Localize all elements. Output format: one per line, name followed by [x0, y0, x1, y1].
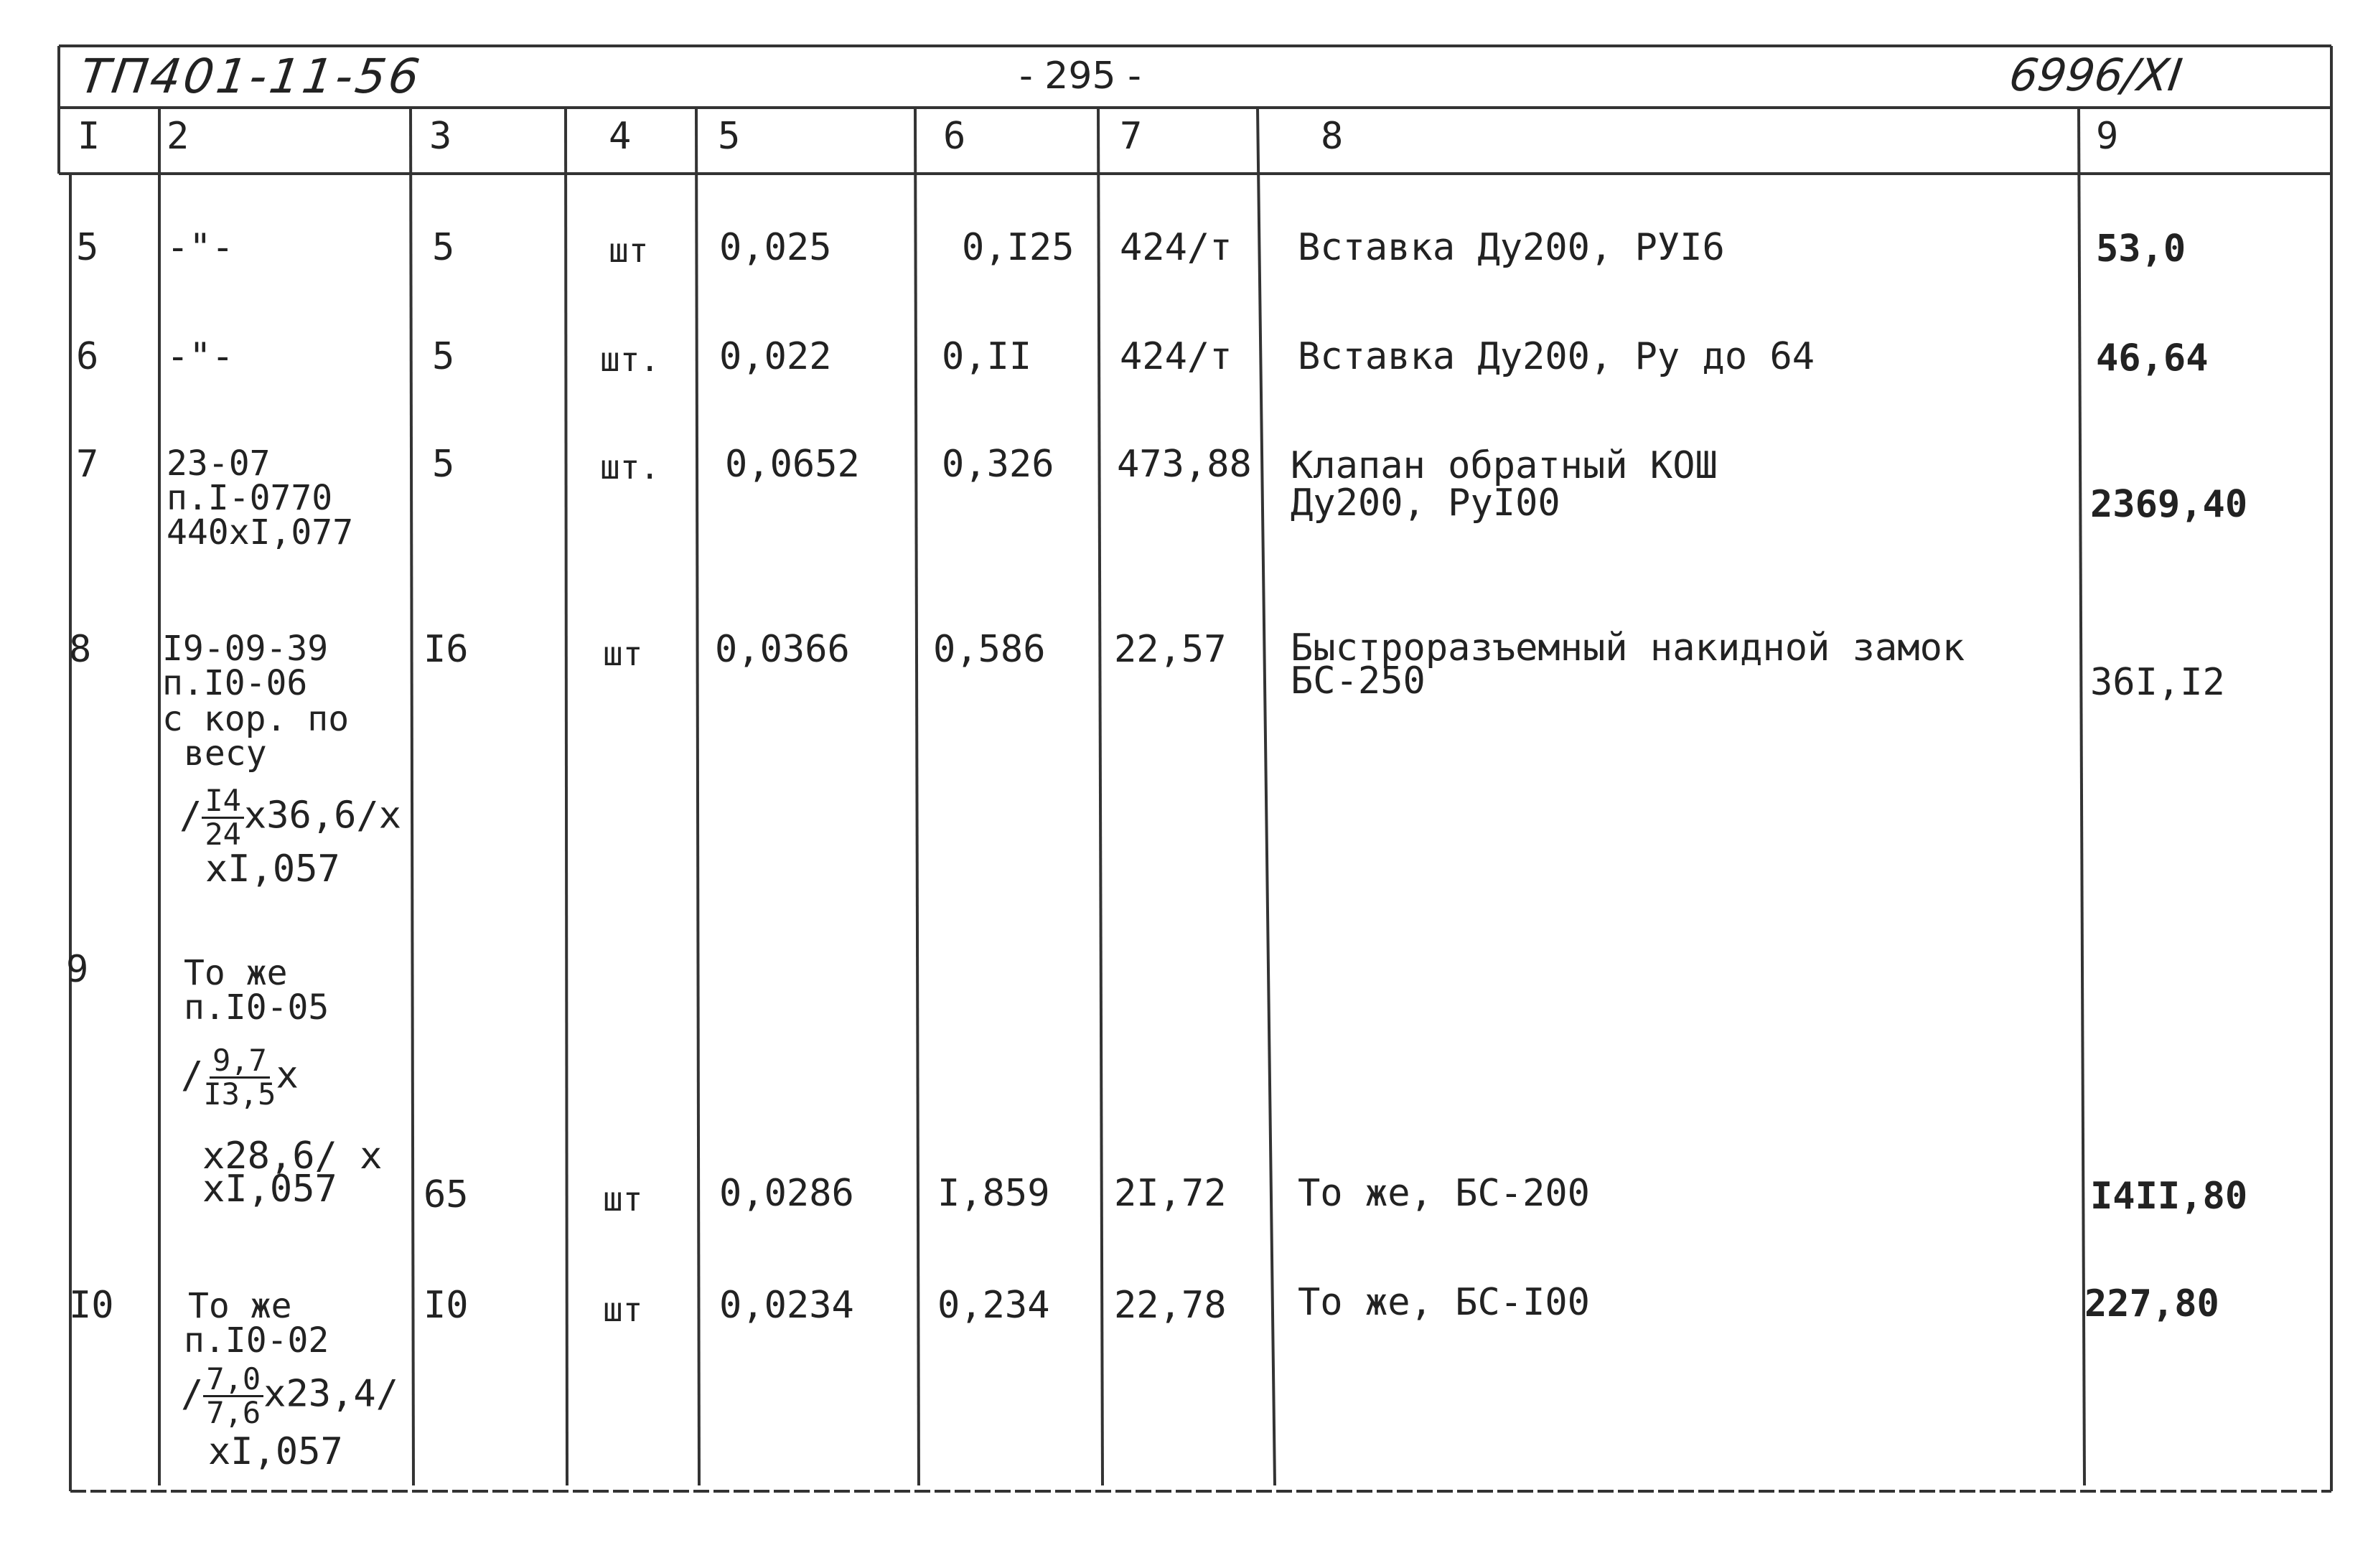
column-number: 6 [943, 115, 966, 158]
code-line: I9-09-39 [162, 629, 329, 669]
col7-value: 22,78 [1114, 1284, 1227, 1327]
quantity: 65 [423, 1173, 469, 1216]
code-line: x28,6/ x [202, 1135, 383, 1178]
fraction-denominator: 24 [205, 817, 241, 852]
code-line: x [276, 1053, 299, 1097]
fraction-numerator: I4 [202, 785, 244, 819]
col-sep-2 [411, 108, 413, 1485]
fraction-denominator: I3,5 [203, 1076, 276, 1112]
fraction-numerator: 9,7 [210, 1045, 270, 1079]
col-sep-8 [2079, 108, 2084, 1485]
quantity: 5 [432, 226, 455, 269]
col7-value: 424/т [1120, 335, 1232, 378]
code-line: / [181, 1372, 204, 1416]
code-line: п.I-0770 [167, 478, 333, 518]
row-number: 9 [66, 948, 89, 991]
col7-value: 22,57 [1114, 628, 1227, 671]
row-number: 8 [69, 628, 92, 671]
fraction-denominator: 7,6 [206, 1395, 261, 1430]
col6-value: 0,326 [942, 443, 1054, 486]
fraction [203, 1045, 276, 1110]
code-formula [179, 785, 401, 850]
quantity: 5 [432, 443, 455, 486]
column-number: I [78, 115, 100, 158]
code-line: п.I0-05 [184, 987, 329, 1028]
row-number: 5 [76, 226, 99, 269]
code-line: п.I0-06 [162, 663, 308, 703]
quantity: 5 [432, 335, 455, 378]
code-line: п.I0-02 [184, 1320, 329, 1361]
column-number: 8 [1321, 115, 1344, 158]
code-formula [181, 1045, 299, 1110]
col5-value: 0,0366 [715, 628, 850, 671]
col6-value: 0,I25 [962, 226, 1075, 269]
code-line: То же [188, 1286, 292, 1326]
col6-value: 0,234 [937, 1284, 1050, 1327]
col5-value: 0,0652 [725, 443, 860, 486]
code-line: -"- [167, 226, 234, 269]
column-number: 9 [2096, 115, 2119, 158]
document-code: ТП401-11-56 [76, 49, 426, 104]
col-sep-3 [566, 108, 567, 1485]
column-number: 2 [167, 115, 189, 158]
code-line: xI,057 [208, 1430, 343, 1473]
col-sep-7 [1258, 108, 1275, 1485]
quantity: I6 [423, 628, 469, 671]
description-line: Ду200, РуI00 [1291, 482, 1560, 525]
code-line: -"- [167, 335, 234, 378]
col5-value: 0,025 [719, 226, 832, 269]
col5-value: 0,0286 [719, 1172, 854, 1215]
col5-value: 0,022 [719, 335, 832, 378]
description-line: Вставка Ду200, Ру до 64 [1298, 335, 1815, 378]
total-value: 53,0 [2096, 227, 2186, 271]
total-value: 36I,I2 [2090, 661, 2225, 704]
description-line: Вставка Ду200, РУI6 [1298, 226, 1725, 269]
row-number: I0 [69, 1284, 114, 1327]
page-number: - 295 - [1019, 55, 1141, 98]
description-line: БС-250 [1291, 659, 1426, 703]
unit: шт. [600, 448, 660, 487]
unit: шт [603, 1290, 643, 1329]
col6-value: I,859 [937, 1172, 1050, 1215]
description-line: То же, БС-I00 [1298, 1281, 1590, 1324]
code-line: 23-07 [167, 443, 271, 484]
description-line: Клапан обратный КОШ [1291, 444, 1718, 487]
unit: шт. [600, 340, 660, 379]
unit: шт [603, 634, 643, 673]
code-line: x23,4/ [263, 1372, 399, 1416]
col-sep-5 [915, 108, 919, 1485]
code-line: весу [184, 733, 267, 774]
col6-value: 0,II [942, 335, 1032, 378]
code-line: с кор. по [162, 699, 350, 739]
col-sep-4 [696, 108, 699, 1485]
col5-value: 0,0234 [719, 1284, 854, 1327]
fraction [202, 785, 244, 850]
code-line: То же [184, 953, 288, 993]
unit: шт [603, 1180, 643, 1219]
col-sep-6 [1098, 108, 1103, 1485]
unit: шт [609, 231, 649, 270]
code-formula [181, 1363, 398, 1429]
total-value: 227,80 [2084, 1282, 2219, 1325]
col7-value: 473,88 [1117, 443, 1252, 486]
description-line: То же, БС-200 [1298, 1172, 1590, 1215]
code-line: 440xI,077 [167, 512, 354, 553]
total-value: 46,64 [2096, 337, 2209, 380]
quantity: I0 [423, 1284, 469, 1327]
row-number: 7 [76, 443, 99, 486]
column-number: 3 [429, 115, 452, 158]
row-number: 6 [76, 335, 99, 378]
code-line: xI,057 [205, 848, 340, 891]
sheet-reference: 6996/XI [2005, 49, 2186, 101]
column-number: 4 [609, 115, 632, 158]
code-line: / [181, 1053, 204, 1097]
code-line: / [179, 794, 202, 837]
col7-value: 2I,72 [1114, 1172, 1227, 1215]
code-line: x36,6/x [243, 794, 402, 837]
fraction-numerator: 7,0 [203, 1363, 263, 1397]
code-line: xI,057 [202, 1168, 337, 1211]
col6-value: 0,586 [933, 628, 1046, 671]
total-value: 2369,40 [2090, 483, 2248, 526]
fraction [203, 1363, 263, 1429]
column-number: 7 [1120, 115, 1143, 158]
total-value: I4II,80 [2090, 1175, 2248, 1218]
column-number: 5 [718, 115, 741, 158]
col7-value: 424/т [1120, 226, 1232, 269]
description-line: Быстроразъемный накидной замок [1291, 626, 1965, 670]
